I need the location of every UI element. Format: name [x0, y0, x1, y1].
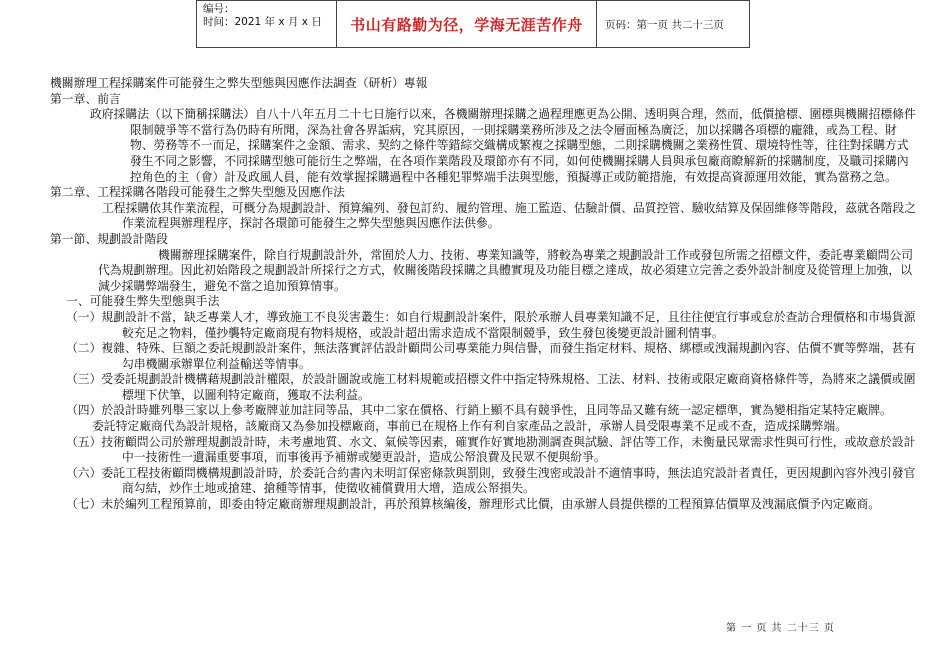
list-item: （五）技術顧問公司於辦理規劃設計時，未考慮地質、水文、氣候等因素，確實作好實地勘測調查與試驗、評估等工作，未衡量民眾需求性與可行性，或故意於設計中一技術性一遺漏重要事項，而事後再予補辦或變更設計，造成公帑浪費及民眾不便與紛爭。: [66, 434, 916, 465]
header-motto: 书山有路勤为径，学海无涯苦作舟: [337, 1, 597, 47]
header-meta: [197, 1, 337, 47]
header-page-info: 页码：第一页 共二十三页: [605, 18, 724, 31]
page-header: [196, 0, 750, 48]
chapter2-heading: 第二章、工程採購各階段可能發生之弊失型態及因應作法: [50, 185, 345, 200]
chapter1-paragraph: 政府採購法（以下簡稱採購法）自八十八年五月二十七日施行以來，各機關辦理採購之過程理應更為公開、透明與合理，然而，低價搶標、圍標與機關招標條件限制競爭等不當行為仍時有所聞，深為社會各界詬病，究其原因，一則採購業務所涉及之法令層面極為廣泛，加以採購各項標的龐雜，或為工程、財物、勞務等不一而足，採購案件之金額、需求、契約之條件等錯綜交織構成繁複之採購型態，二則採購機關之業務性質、環境特性等，往往對採購方式發生不同之影響，不同採購型態可能衍生之弊端，在各項作業階段及環節亦有不同，如何使機關採購人員與承包廠商瞭解新的採購制度，及職司採購內控角色的主（會）計及政風人員，能有效掌握採購過程中各種犯罪弊端手法與型態，預擬導正或防範措施，有效提高資源運用效能，實為當務之急。: [90, 107, 916, 184]
page-footer: 第 一 页 共 二十三 页: [726, 623, 835, 634]
doc-title: 機關辦理工程採購案件可能發生之弊失型態與因應作法調查（研析）專報: [50, 76, 428, 90]
subsection1-heading: 一、可能發生弊失型態與手法: [66, 294, 220, 309]
list-item: （四）於設計時雖列舉三家以上參考廠牌並加註同等品，其中二家在價格、行銷上顯不具有競爭性，且同等品又難有統一認定標準，實為變相指定某特定廠牌。: [66, 403, 892, 418]
list-item: （二）複雜、特殊、巨額之委託規劃設計案件，無法落實評估設計顧問公司專業能力與信譽，而發生指定材料、規格、綁標或洩漏規劃內容、估價不實等弊端，甚有勾串機關承辦單位利益輸送等情事。: [66, 341, 916, 371]
chapter1-heading: 第一章、前言: [50, 91, 121, 106]
section1-heading: 第一節、規劃設計階段: [50, 231, 168, 246]
list-item: （七）未於編列工程預算前，即委由特定廠商辦理規劃設計，再於預算核編後，辦理形式比價，由承辦人員提供標的工程預算估價單及洩漏底價予內定廠商。: [66, 497, 880, 512]
time-label: 时间：2021 年 x 月 x 日: [203, 16, 322, 28]
list-item: （三）受委託規劃設計機構藉規劃設計權限，於設計圖說或施工材料規範或招標文件中指定特殊規格、工法、材料、技術或限定廠商資格條件等，為將來之議價或圍標埋下伏筆，以圖利特定廠商，獲取不法利益。: [66, 372, 916, 402]
chapter2-paragraph: 工程採購依其作業流程，可概分為規劃設計、預算編列、發包訂約、履約管理、施工監造、估驗計價、品質控管、驗收結算及保固維修等階段，茲就各階段之作業流程與辦理程序，探討各環節可能發生之弊失型態與因應作法供參。: [102, 200, 916, 231]
section1-paragraph: 機關辦理採購案件，除自行規劃設計外，常囿於人力、技術、專業知識等，將較為專業之規劃設計工作或發包所需之招標文件，委託專業顧問公司代為規劃辦理。因此初始階段之規劃設計所採行之方式，攸關後階段採購之具體實現及功能目標之達成，故必須建立完善之委外設計制度及從管理上加強，以減少採購弊端發生，避免不當之追加預算情事。: [98, 247, 914, 293]
list-item: （一）規劃設計不當，缺乏專業人才，導致施工不良災害叢生：如自行規劃設計案件，限於承辦人員專業知識不足，且往往便宜行事或怠於查訪合理價格和市場貨源較充足之物料，僅抄襲特定廠商現有物料規格，或設計超出需求造成不當限制競爭，致生發包後變更設計圖利情事。: [66, 309, 916, 340]
document-body: [50, 76, 920, 513]
continuation-paragraph: 委託特定廠商代為設計規格，該廠商又為參加投標廠商，事前已在規格上作有利自家產品之設計，承辦人員受限專業不足或不查，造成採購弊端。: [92, 419, 848, 434]
list-item: （六）委託工程技術顧問機構規劃設計時，於委託合約書內未明訂保密條款與罰則，致發生洩密或設計不適情事時，無法追究設計者責任，更因規劃內容外洩引發官商勾結，炒作土地或搶建、搶種等情事，使徵收補償費用大增，造成公帑損失。: [66, 465, 916, 496]
number-label: 编号：: [203, 3, 235, 15]
